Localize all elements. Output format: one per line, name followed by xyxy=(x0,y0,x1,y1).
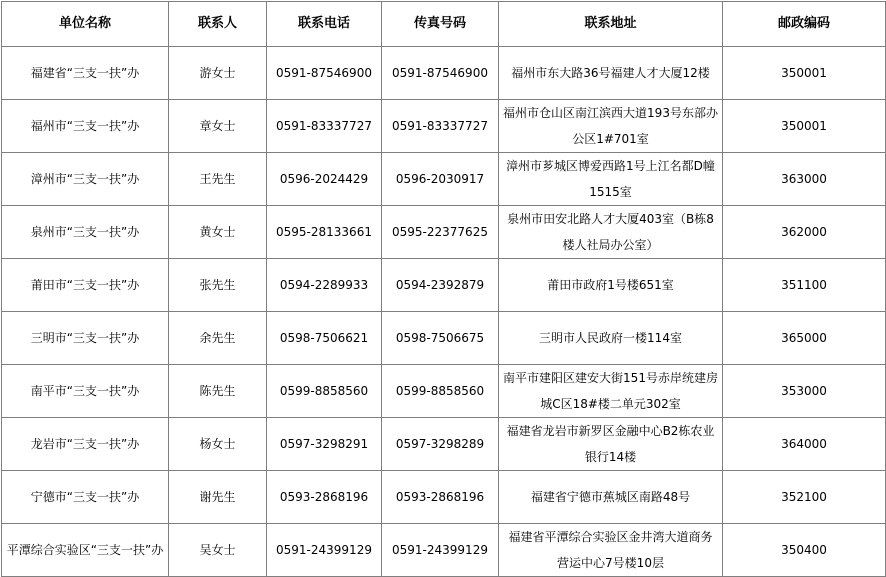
cell-fax: 0595-22377625 xyxy=(382,206,499,259)
table-row xyxy=(2,47,886,100)
cell-address: 三明市人民政府一楼114室 xyxy=(499,312,723,365)
header-address: 联系地址 xyxy=(499,2,723,47)
table-header xyxy=(2,2,886,47)
header-unit: 单位名称 xyxy=(2,2,169,47)
cell-postcode: 364000 xyxy=(723,418,886,471)
cell-contact: 吴女士 xyxy=(169,524,267,577)
cell-contact: 张先生 xyxy=(169,259,267,312)
table-row xyxy=(2,471,886,524)
cell-postcode: 350400 xyxy=(723,524,886,577)
cell-unit: 莆田市“三支一扶”办 xyxy=(2,259,169,312)
header-phone: 联系电话 xyxy=(267,2,382,47)
cell-contact: 游女士 xyxy=(169,47,267,100)
table-row xyxy=(2,418,886,471)
cell-phone: 0591-83337727 xyxy=(267,100,382,153)
cell-phone: 0591-24399129 xyxy=(267,524,382,577)
cell-postcode: 350001 xyxy=(723,100,886,153)
cell-address: 福建省宁德市蕉城区南路48号 xyxy=(499,471,723,524)
header-row xyxy=(2,2,886,47)
cell-phone: 0599-8858560 xyxy=(267,365,382,418)
cell-address: 福建省龙岩市新罗区金融中心B2栋农业银行14楼 xyxy=(499,418,723,471)
cell-unit: 三明市“三支一扶”办 xyxy=(2,312,169,365)
cell-contact: 黄女士 xyxy=(169,206,267,259)
cell-contact: 谢先生 xyxy=(169,471,267,524)
cell-phone: 0598-7506621 xyxy=(267,312,382,365)
table-row xyxy=(2,100,886,153)
table-row xyxy=(2,206,886,259)
cell-fax: 0591-87546900 xyxy=(382,47,499,100)
cell-unit: 龙岩市“三支一扶”办 xyxy=(2,418,169,471)
cell-postcode: 351100 xyxy=(723,259,886,312)
cell-fax: 0599-8858560 xyxy=(382,365,499,418)
cell-unit: 福建省“三支一扶”办 xyxy=(2,47,169,100)
header-contact: 联系人 xyxy=(169,2,267,47)
table-row xyxy=(2,259,886,312)
cell-address: 漳州市芗城区博爱西路1号上江名都D幢1515室 xyxy=(499,153,723,206)
cell-phone: 0594-2289933 xyxy=(267,259,382,312)
cell-unit: 泉州市“三支一扶”办 xyxy=(2,206,169,259)
cell-postcode: 353000 xyxy=(723,365,886,418)
cell-address: 福州市仓山区南江滨西大道193号东部办公区1#701室 xyxy=(499,100,723,153)
cell-fax: 0597-3298289 xyxy=(382,418,499,471)
cell-phone: 0596-2024429 xyxy=(267,153,382,206)
cell-contact: 章女士 xyxy=(169,100,267,153)
cell-postcode: 362000 xyxy=(723,206,886,259)
cell-contact: 杨女士 xyxy=(169,418,267,471)
cell-address: 莆田市政府1号楼651室 xyxy=(499,259,723,312)
cell-fax: 0596-2030917 xyxy=(382,153,499,206)
table-body xyxy=(2,47,886,577)
cell-contact: 余先生 xyxy=(169,312,267,365)
cell-postcode: 363000 xyxy=(723,153,886,206)
cell-fax: 0594-2392879 xyxy=(382,259,499,312)
cell-fax: 0593-2868196 xyxy=(382,471,499,524)
table-row xyxy=(2,365,886,418)
cell-address: 福建省平潭综合实验区金井湾大道商务营运中心7号楼10层 xyxy=(499,524,723,577)
cell-postcode: 365000 xyxy=(723,312,886,365)
cell-unit: 宁德市“三支一扶”办 xyxy=(2,471,169,524)
contacts-table xyxy=(1,1,886,577)
table-row xyxy=(2,524,886,577)
table-row xyxy=(2,312,886,365)
cell-unit: 漳州市“三支一扶”办 xyxy=(2,153,169,206)
cell-unit: 福州市“三支一扶”办 xyxy=(2,100,169,153)
cell-postcode: 352100 xyxy=(723,471,886,524)
cell-contact: 王先生 xyxy=(169,153,267,206)
header-postcode: 邮政编码 xyxy=(723,2,886,47)
cell-phone: 0595-28133661 xyxy=(267,206,382,259)
cell-phone: 0597-3298291 xyxy=(267,418,382,471)
cell-address: 泉州市田安北路人才大厦403室（B栋8楼人社局办公室） xyxy=(499,206,723,259)
cell-fax: 0598-7506675 xyxy=(382,312,499,365)
cell-fax: 0591-83337727 xyxy=(382,100,499,153)
header-fax: 传真号码 xyxy=(382,2,499,47)
cell-postcode: 350001 xyxy=(723,47,886,100)
cell-phone: 0591-87546900 xyxy=(267,47,382,100)
cell-phone: 0593-2868196 xyxy=(267,471,382,524)
cell-address: 福州市东大路36号福建人才大厦12楼 xyxy=(499,47,723,100)
cell-address: 南平市建阳区建安大街151号赤岸统建房城C区18#楼二单元302室 xyxy=(499,365,723,418)
cell-fax: 0591-24399129 xyxy=(382,524,499,577)
cell-unit: 平潭综合实验区“三支一扶”办 xyxy=(2,524,169,577)
cell-contact: 陈先生 xyxy=(169,365,267,418)
table-row xyxy=(2,153,886,206)
cell-unit: 南平市“三支一扶”办 xyxy=(2,365,169,418)
